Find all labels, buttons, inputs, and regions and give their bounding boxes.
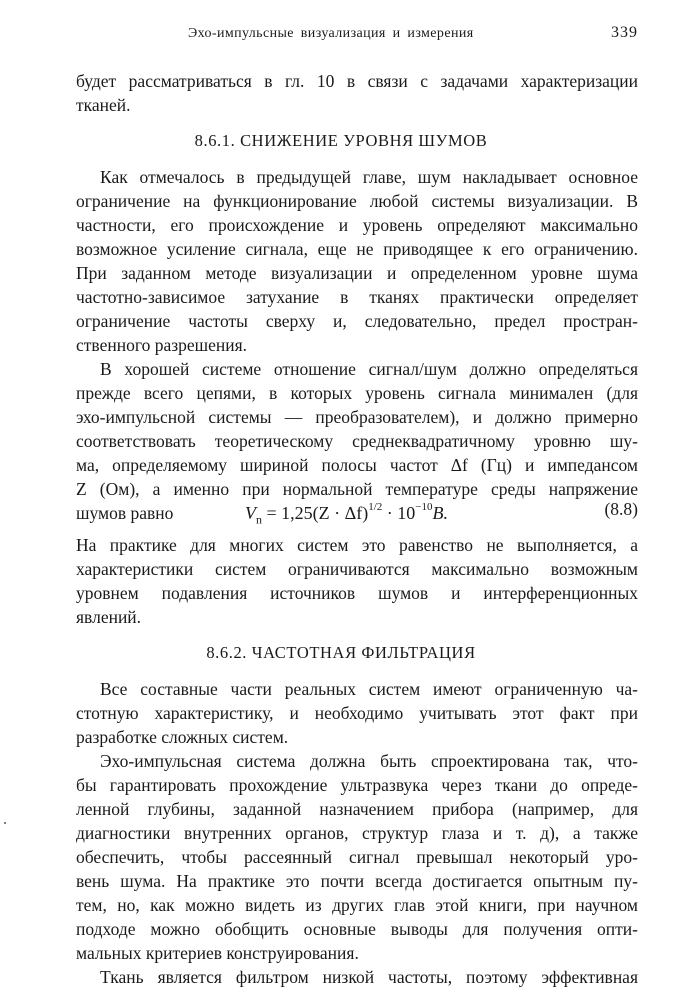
text-line: подходе можно обобщить основные выводы для получения опти- [76,919,638,939]
text-line: ограничение на функционирование любой системы визуализации. В [76,191,638,211]
formula-multiplier: · 10 [382,503,416,523]
text-line: ленной глубины, заданной назначением прибора (например, для [76,799,638,819]
text-line: обеспечить, чтобы рассеянный сигнал превышал некоторый уро- [76,847,638,867]
text-line: шумов равно [76,503,174,523]
formula-power: −10 [415,501,433,513]
text-line: Ткань является фильтром низкой частоты, поэтому эффективная [100,967,638,987]
text-line: ма, определяемому шириной полосы частот Δf (Гц) и импедансом [76,455,638,475]
text-line: эхо-импульсной системы — преобразователем), и должно примерно [76,407,638,427]
text-line: На практике для многих систем это равенство не выполняется, а [76,535,638,555]
text-line: частотно-зависимое затухание в тканях практически определяет [76,287,638,307]
page-number: 339 [611,24,638,41]
formula-lhs: V [245,503,256,523]
text-line: Все составные части реальных систем имеют ограниченную ча- [100,679,638,699]
text-line: уровнем подавления источников шумов и интерференционных [76,583,638,603]
text-line: тем, но, как можно видеть из других глав этой книги, при научном [76,895,638,915]
text-line: бы гарантировать прохождение ультразвука через ткани до опреде- [76,775,638,795]
text-line: тканей. [76,95,131,115]
text-line: явлений. [76,607,142,627]
scan-speck [4,822,6,824]
running-header [0,24,682,46]
text-line: Как отмечалось в предыдущей главе, шум накладывает основное [100,167,638,187]
text-line: Эхо-импульсная система должна быть спроектирована так, что- [100,751,638,771]
text-line: возможное усиление сигнала, еще не приводящее к его ограничению. [76,239,638,259]
formula-body: = 1,25(Z · Δf) [262,503,369,523]
text-line: В хорошей системе отношение сигнал/шум должно определяться [100,359,638,379]
formula-unit: B. [432,503,448,523]
running-title: Эхо-импульсные визуализация и измерения [188,26,474,41]
text-line: При заданном методе визуализации и определенном уровне шума [76,263,638,283]
text-line: частности, его происхождение и уровень определяют максимально [76,215,638,235]
text-line: характеристики систем ограничиваются максимально возможным [76,559,638,579]
text-line: разработке сложных систем. [76,727,289,747]
text-line: ственного разрешения. [76,335,248,355]
text-line: ограничение частоты сверху и, следовательно, предел простран- [76,311,638,331]
formula-exponent: 1/2 [368,501,383,513]
text-line: стотную характеристику, и необходимо учитывать этот факт при [76,703,638,723]
text-line: прежде всего цепями, в которых уровень сигнала минимален (для [76,383,638,403]
equation [245,497,448,532]
text-line: вень шума. На практике это почти всегда достигается опытным пу- [76,871,638,891]
text-line: диагностики внутренних органов, структур глаза и т. д), а также [76,823,638,843]
text-line: Z (Ом), а именно при нормальной температуре среды напряжение [76,479,638,499]
text-line: мальных критериев конструирования. [76,943,359,963]
equation-number: (8.8) [604,499,638,519]
text-line: соответствовать теоретическому среднеквадратичному уровню шу- [76,431,638,451]
formula-lhs-subscript: n [256,512,262,527]
text-line: будет рассматриваться в гл. 10 в связи с задачами характеризации [76,71,638,91]
section-heading: 8.6.2. ЧАСТОТНАЯ ФИЛЬТРАЦИЯ [206,643,476,662]
section-heading: 8.6.1. СНИЖЕНИЕ УРОВНЯ ШУМОВ [194,131,488,150]
